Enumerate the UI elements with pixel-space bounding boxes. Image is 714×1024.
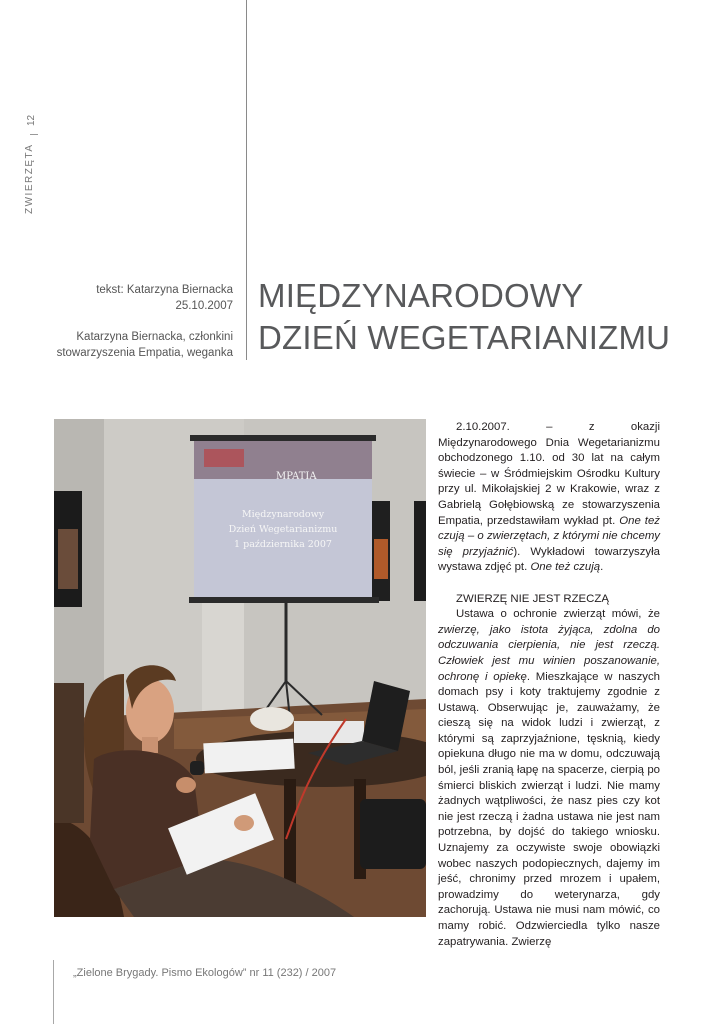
page-number-tick	[30, 134, 38, 135]
screen-text-line-2: Dzień Wegetarianizmu	[228, 524, 338, 535]
author-bio-line-1: Katarzyna Biernacka, członkini	[76, 331, 233, 343]
article-paragraph: 2.10.2007. – z okazji Międzynarodowego Dnia Wegetarianizmu obchodzonego 1.10. od 30 lat na całym świecie – w Śródmiejskim Ośrodku Kultury przy ul. Mikołajskiej 2 w Krakowie, wraz z Gabrielą Gołębiowską ze stowarzyszenia Empatia, przedstawiłam wykład pt. One też czują – o zwierzętach, z którymi nie chcemy się przyjaźnić). Wykładowi towarzyszyła wystawa zdjęć pt. One też czują.	[438, 421, 660, 574]
lecture-photo	[54, 419, 426, 917]
header-divider-line	[246, 0, 247, 360]
page-number: 12	[26, 114, 37, 126]
article-credits	[40, 283, 233, 361]
screen-text-line-3: 1 października 2007	[234, 539, 332, 550]
author-bio-line-2: stowarzyszenia Empatia, weganka	[56, 346, 233, 359]
article-subheading: ZWIERZĘ NIE JEST RZECZĄ	[456, 592, 609, 605]
article-title-line-1: MIĘDZYNARODOWY	[258, 277, 584, 314]
screen-logo-text: MPATIA	[276, 471, 317, 482]
magazine-footer: „Zielone Brygady. Pismo Ekologów” nr 11 (232) / 2007	[73, 967, 337, 979]
article-body	[438, 420, 660, 950]
footer-divider-line	[53, 960, 54, 1024]
article-paragraph: Ustawa o ochronie zwierząt mówi, że zwierzę, jako istota żyjąca, zdolna do odczuwania cierpienia, nie jest rzeczą. Człowiek jest mu winien poszanowanie, ochronę i opiekę. Mieszkające w naszych domach psy i koty traktujemy zgodnie z Ustawą. Obserwując je, zauważamy, że cieszą się na widok ludzi i zwierząt, z którymi są zaprzyjaźnione, tęsknią, kiedy opiekuna długo nie ma w domu, odczuwają ból, jeśli zranią łapę na spacerze, cierpią po śmierci bliskich zwierząt i ludzi. Nie mamy żadnych wątpliwości, że nasz pies czy kot nie jest rzeczą i żadna ustawa nie jest nam potrzebna, by dojść do takiego wniosku. Uznajemy za oczywiste swoje obowiązki wobec naszych podopiecznych, dajemy im jeść, chronimy przed mrozem i upałem, prowadzimy do weterynarza, gdy zachorują. Ustawa nie musi nam mówić, co mamy robić. Odzwierciedla tylko nasze zapatrywania. Zwierzę	[438, 608, 661, 948]
screen-text-line-1: Międzynarodowy	[241, 509, 325, 520]
date-line: 25.10.2007	[175, 299, 233, 312]
section-label: ZWIERZĘTA	[24, 143, 35, 214]
article-title-line-2: DZIEŃ WEGETARIANIZMU	[258, 319, 671, 356]
article-title	[258, 275, 698, 359]
author-line: tekst: Katarzyna Biernacka	[96, 284, 233, 296]
